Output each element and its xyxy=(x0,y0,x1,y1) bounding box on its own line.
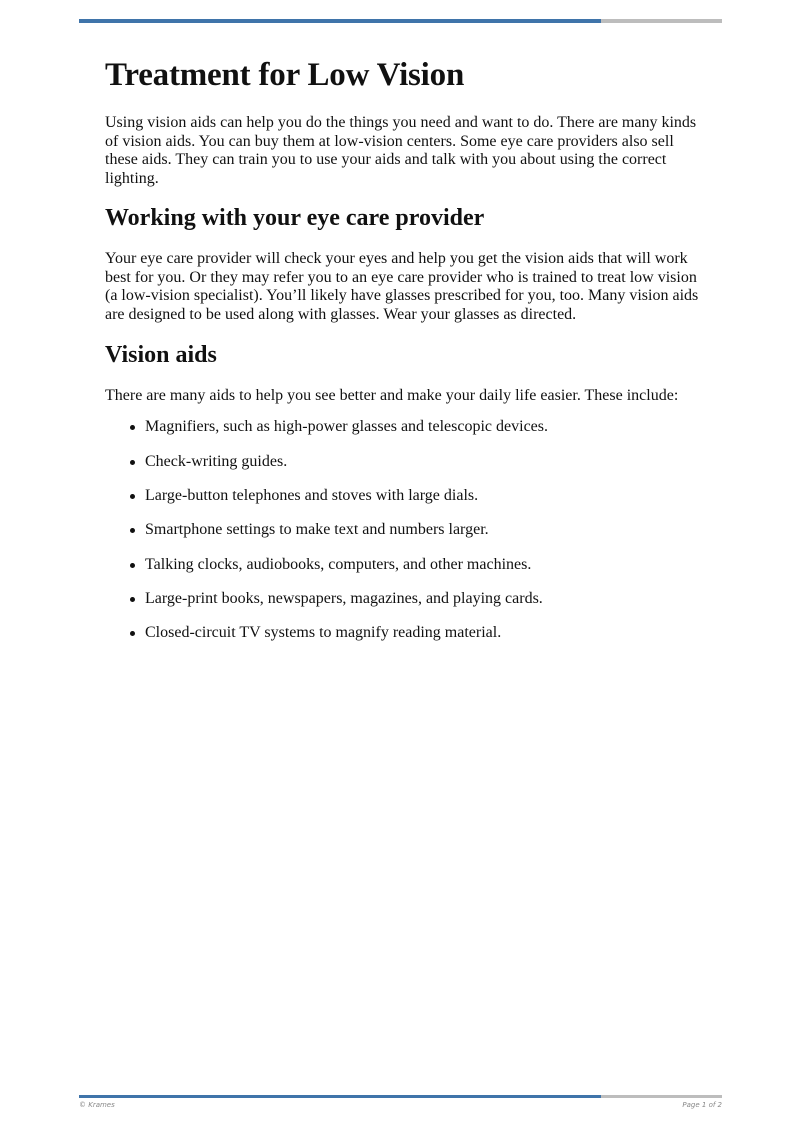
intro-paragraph: Using vision aids can help you do the things you need and want to do. There are many kinds of vision aids. You can buy them at low-vision centers. Some eye care providers also sell these aids. They can train you to use your aids and talk with you about using the correct lighting. xyxy=(105,114,697,188)
list-item-text: Large-print books, newspapers, magazines, and playing cards. xyxy=(145,589,543,607)
list-item xyxy=(105,556,705,575)
top-divider xyxy=(79,19,722,23)
section-paragraph-working-with-provider: Your eye care provider will check your eyes and help you get the vision aids that will work best for you. Or they may refer you to an eye care provider who is trained to treat low vision (a low-vision specialist). You’ll likely have glasses prescribed for you, too. Many vision aids are designed to be used along with glasses. Wear your glasses as directed. xyxy=(105,249,699,323)
list-item xyxy=(105,418,705,437)
list-item-text: Large-button telephones and stoves with large dials. xyxy=(145,486,479,504)
list-item xyxy=(105,521,705,540)
section-paragraph-vision-aids: There are many aids to help you see better and make your daily life easier. These include: xyxy=(105,386,679,404)
footer-divider-gray-segment xyxy=(601,1095,722,1098)
footer-copyright: © Krames xyxy=(79,1101,115,1109)
list-item-text: Smartphone settings to make text and numbers larger. xyxy=(145,521,489,539)
list-item-text: Magnifiers, such as high-power glasses and telescopic devices. xyxy=(145,418,548,436)
bullet-icon xyxy=(130,631,135,636)
footer-divider xyxy=(79,1095,722,1098)
list-item-text: Talking clocks, audiobooks, computers, and other machines. xyxy=(145,555,532,573)
top-divider-blue-segment xyxy=(79,19,601,23)
list-item xyxy=(105,590,705,609)
section-heading-working-with-provider: Working with your eye care provider xyxy=(105,204,485,231)
bullet-icon xyxy=(130,460,135,465)
footer-page-number: Page 1 of 2 xyxy=(682,1101,722,1109)
top-divider-gray-segment xyxy=(601,19,722,23)
list-item-text: Check-writing guides. xyxy=(145,452,288,470)
bullet-icon xyxy=(130,563,135,568)
bullet-icon xyxy=(130,425,135,430)
bullet-icon xyxy=(130,597,135,602)
bullet-icon xyxy=(130,528,135,533)
footer-divider-blue-segment xyxy=(79,1095,601,1098)
document-body xyxy=(105,52,705,658)
section-heading-vision-aids: Vision aids xyxy=(105,341,217,368)
list-item-text: Closed-circuit TV systems to magnify reading material. xyxy=(145,624,502,642)
vision-aids-list xyxy=(105,418,705,642)
bullet-icon xyxy=(130,494,135,499)
list-item xyxy=(105,453,705,472)
page-title: Treatment for Low Vision xyxy=(105,57,465,93)
list-item xyxy=(105,487,705,506)
list-item xyxy=(105,624,705,643)
